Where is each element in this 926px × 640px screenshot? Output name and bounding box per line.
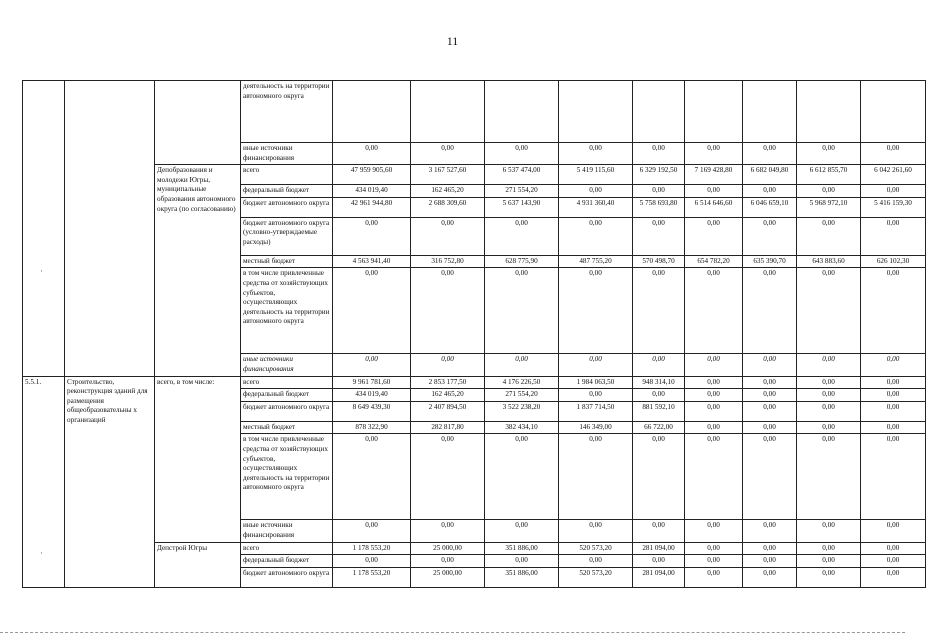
- amount-cell: 0,00: [685, 421, 743, 434]
- amount-cell: 487 755,20: [559, 255, 633, 268]
- amount-cell: 0,00: [633, 520, 685, 542]
- executor-cell: Депстрой Югры: [155, 542, 241, 587]
- financing-table: [22, 80, 926, 588]
- amount-cell: [633, 81, 685, 143]
- amount-cell: 0,00: [685, 354, 743, 376]
- amount-cell: [861, 81, 926, 143]
- funding-source-label: местный бюджет: [241, 255, 333, 268]
- amount-cell: 0,00: [861, 555, 926, 568]
- page-number: 11: [446, 34, 459, 48]
- amount-cell: 0,00: [633, 143, 685, 165]
- amount-cell: 0,00: [333, 143, 411, 165]
- amount-cell: [743, 81, 797, 143]
- amount-cell: 0,00: [797, 389, 861, 402]
- amount-cell: 0,00: [559, 434, 633, 520]
- amount-cell: 25 000,00: [411, 567, 485, 587]
- funding-source-label: всего: [241, 542, 333, 555]
- amount-cell: 0,00: [685, 401, 743, 421]
- amount-cell: 0,00: [485, 434, 559, 520]
- amount-cell: [559, 81, 633, 143]
- amount-cell: 654 782,20: [685, 255, 743, 268]
- amount-cell: 0,00: [559, 185, 633, 198]
- amount-cell: 0,00: [797, 376, 861, 389]
- section-number-cell: 5.5.1.: [23, 376, 65, 587]
- amount-cell: 282 817,80: [411, 421, 485, 434]
- funding-source-label: в том числе привлеченные средства от хозяйствующих субъектов, осуществляющих деятельность на территории автономного округа: [241, 434, 333, 520]
- amount-cell: 351 886,00: [485, 567, 559, 587]
- amount-cell: 281 094,00: [633, 542, 685, 555]
- amount-cell: 0,00: [743, 268, 797, 354]
- amount-cell: 0,00: [861, 520, 926, 542]
- amount-cell: 3 522 238,20: [485, 401, 559, 421]
- amount-cell: 0,00: [633, 434, 685, 520]
- amount-cell: 4 563 941,40: [333, 255, 411, 268]
- amount-cell: 0,00: [797, 268, 861, 354]
- amount-cell: 0,00: [485, 555, 559, 568]
- funding-source-label: в том числе привлеченные средства от хозяйствующих субъектов, осуществляющих деятельность на территории автономного округа: [241, 268, 333, 354]
- amount-cell: 0,00: [743, 143, 797, 165]
- funding-source-label: бюджет автономного округа: [241, 567, 333, 587]
- amount-cell: 520 573,20: [559, 542, 633, 555]
- amount-cell: 1 178 553,20: [333, 567, 411, 587]
- amount-cell: 5 419 115,60: [559, 165, 633, 185]
- section-title-cell: [65, 81, 155, 377]
- amount-cell: 0,00: [743, 567, 797, 587]
- amount-cell: 0,00: [797, 354, 861, 376]
- amount-cell: 0,00: [485, 520, 559, 542]
- amount-cell: 0,00: [861, 401, 926, 421]
- amount-cell: 0,00: [559, 268, 633, 354]
- amount-cell: 271 554,20: [485, 185, 559, 198]
- amount-cell: 0,00: [861, 376, 926, 389]
- amount-cell: 878 322,90: [333, 421, 411, 434]
- section-title-cell: Строительство, реконструкция зданий для размещения общеобразовательны х организаций: [65, 376, 155, 587]
- amount-cell: 0,00: [411, 143, 485, 165]
- amount-cell: 0,00: [797, 555, 861, 568]
- amount-cell: 0,00: [685, 555, 743, 568]
- amount-cell: 0,00: [743, 217, 797, 255]
- amount-cell: 0,00: [411, 354, 485, 376]
- amount-cell: 5 968 972,10: [797, 197, 861, 217]
- amount-cell: 0,00: [559, 143, 633, 165]
- amount-cell: 0,00: [861, 185, 926, 198]
- amount-cell: 0,00: [559, 520, 633, 542]
- amount-cell: 6 612 855,70: [797, 165, 861, 185]
- amount-cell: 0,00: [861, 421, 926, 434]
- amount-cell: 0,00: [633, 354, 685, 376]
- amount-cell: 3 167 527,60: [411, 165, 485, 185]
- funding-source-label: всего: [241, 165, 333, 185]
- amount-cell: 0,00: [333, 268, 411, 354]
- amount-cell: 6 514 646,60: [685, 197, 743, 217]
- amount-cell: 0,00: [797, 520, 861, 542]
- funding-source-label: деятельность на территории автономного округа: [241, 81, 333, 143]
- amount-cell: 434 019,40: [333, 389, 411, 402]
- amount-cell: 0,00: [797, 434, 861, 520]
- amount-cell: 382 434,10: [485, 421, 559, 434]
- amount-cell: 2 407 894,50: [411, 401, 485, 421]
- amount-cell: 0,00: [411, 555, 485, 568]
- amount-cell: 4 931 360,40: [559, 197, 633, 217]
- amount-cell: 0,00: [333, 354, 411, 376]
- amount-cell: 0,00: [685, 185, 743, 198]
- amount-cell: 0,00: [743, 434, 797, 520]
- amount-cell: 628 775,90: [485, 255, 559, 268]
- amount-cell: 0,00: [411, 268, 485, 354]
- amount-cell: 66 722,00: [633, 421, 685, 434]
- amount-cell: 0,00: [743, 376, 797, 389]
- amount-cell: 0,00: [743, 401, 797, 421]
- amount-cell: 4 176 226,50: [485, 376, 559, 389]
- amount-cell: 0,00: [685, 434, 743, 520]
- amount-cell: 0,00: [743, 555, 797, 568]
- amount-cell: 6 042 261,60: [861, 165, 926, 185]
- funding-source-label: бюджет автономного округа: [241, 197, 333, 217]
- amount-cell: 0,00: [633, 185, 685, 198]
- amount-cell: 1 178 553,20: [333, 542, 411, 555]
- amount-cell: 6 329 192,50: [633, 165, 685, 185]
- amount-cell: 0,00: [633, 389, 685, 402]
- executor-cell: всего, в том числе:: [155, 376, 241, 542]
- amount-cell: 0,00: [333, 217, 411, 255]
- funding-source-label: бюджет автономного округа: [241, 401, 333, 421]
- amount-cell: 0,00: [685, 389, 743, 402]
- amount-cell: 0,00: [633, 268, 685, 354]
- amount-cell: 5 637 143,90: [485, 197, 559, 217]
- amount-cell: 0,00: [333, 520, 411, 542]
- amount-cell: 0,00: [559, 217, 633, 255]
- amount-cell: 0,00: [743, 520, 797, 542]
- amount-cell: 0,00: [743, 185, 797, 198]
- table-row: [23, 376, 926, 389]
- amount-cell: 0,00: [333, 555, 411, 568]
- amount-cell: 643 883,60: [797, 255, 861, 268]
- funding-source-label: всего: [241, 376, 333, 389]
- amount-cell: 0,00: [797, 401, 861, 421]
- amount-cell: 0,00: [743, 389, 797, 402]
- amount-cell: 520 573,20: [559, 567, 633, 587]
- table-row: [23, 542, 926, 555]
- amount-cell: 0,00: [743, 421, 797, 434]
- amount-cell: 0,00: [485, 354, 559, 376]
- amount-cell: 316 752,80: [411, 255, 485, 268]
- amount-cell: 162 465,20: [411, 185, 485, 198]
- amount-cell: 0,00: [685, 268, 743, 354]
- amount-cell: 271 554,20: [485, 389, 559, 402]
- amount-cell: [333, 81, 411, 143]
- amount-cell: 351 886,00: [485, 542, 559, 555]
- amount-cell: 0,00: [685, 520, 743, 542]
- amount-cell: 281 094,00: [633, 567, 685, 587]
- funding-source-label: бюджет автономного округа (условно-утверждаемые расходы): [241, 217, 333, 255]
- amount-cell: 570 498,70: [633, 255, 685, 268]
- amount-cell: 626 102,30: [861, 255, 926, 268]
- table-row: [23, 81, 926, 143]
- amount-cell: 881 592,10: [633, 401, 685, 421]
- amount-cell: 0,00: [559, 555, 633, 568]
- amount-cell: 0,00: [411, 434, 485, 520]
- amount-cell: 2 688 309,60: [411, 197, 485, 217]
- funding-source-label: федеральный бюджет: [241, 389, 333, 402]
- section-number-cell: [23, 81, 65, 377]
- amount-cell: 0,00: [861, 217, 926, 255]
- amount-cell: 0,00: [685, 542, 743, 555]
- amount-cell: 0,00: [743, 542, 797, 555]
- amount-cell: 0,00: [333, 434, 411, 520]
- amount-cell: 42 961 944,80: [333, 197, 411, 217]
- scan-mark: ·: [40, 548, 43, 558]
- amount-cell: [797, 81, 861, 143]
- funding-source-label: иные источники финансирования: [241, 143, 333, 165]
- scan-mark: ·: [40, 266, 43, 276]
- amount-cell: [685, 81, 743, 143]
- amount-cell: 0,00: [633, 217, 685, 255]
- amount-cell: 0,00: [797, 217, 861, 255]
- amount-cell: 7 169 428,80: [685, 165, 743, 185]
- amount-cell: 0,00: [685, 217, 743, 255]
- amount-cell: 0,00: [559, 389, 633, 402]
- amount-cell: 0,00: [797, 185, 861, 198]
- executor-cell: [155, 81, 241, 165]
- amount-cell: 1 984 063,50: [559, 376, 633, 389]
- amount-cell: 0,00: [685, 567, 743, 587]
- amount-cell: 2 853 177,50: [411, 376, 485, 389]
- amount-cell: 1 837 714,50: [559, 401, 633, 421]
- amount-cell: 0,00: [861, 389, 926, 402]
- amount-cell: 0,00: [861, 354, 926, 376]
- amount-cell: 47 959 905,60: [333, 165, 411, 185]
- amount-cell: 0,00: [861, 542, 926, 555]
- amount-cell: 0,00: [633, 555, 685, 568]
- amount-cell: 6 046 659,10: [743, 197, 797, 217]
- amount-cell: 0,00: [411, 520, 485, 542]
- amount-cell: 0,00: [685, 143, 743, 165]
- amount-cell: 6 537 474,00: [485, 165, 559, 185]
- funding-source-label: иные источники финансирования: [241, 354, 333, 376]
- amount-cell: 0,00: [861, 567, 926, 587]
- amount-cell: 635 390,70: [743, 255, 797, 268]
- amount-cell: 0,00: [797, 143, 861, 165]
- amount-cell: 0,00: [861, 268, 926, 354]
- amount-cell: 0,00: [485, 143, 559, 165]
- amount-cell: 9 961 781,60: [333, 376, 411, 389]
- amount-cell: 0,00: [861, 143, 926, 165]
- amount-cell: 8 649 439,30: [333, 401, 411, 421]
- table-row: [23, 165, 926, 185]
- funding-source-label: местный бюджет: [241, 421, 333, 434]
- funding-source-label: федеральный бюджет: [241, 555, 333, 568]
- amount-cell: 146 349,00: [559, 421, 633, 434]
- amount-cell: 0,00: [797, 542, 861, 555]
- amount-cell: 0,00: [485, 217, 559, 255]
- amount-cell: 0,00: [797, 567, 861, 587]
- amount-cell: [411, 81, 485, 143]
- amount-cell: 434 019,40: [333, 185, 411, 198]
- amount-cell: 0,00: [861, 434, 926, 520]
- amount-cell: 0,00: [485, 268, 559, 354]
- amount-cell: 0,00: [797, 421, 861, 434]
- amount-cell: 5 416 159,30: [861, 197, 926, 217]
- funding-source-label: иные источники финансирования: [241, 520, 333, 542]
- amount-cell: 948 314,10: [633, 376, 685, 389]
- amount-cell: 6 682 049,80: [743, 165, 797, 185]
- amount-cell: 25 000,00: [411, 542, 485, 555]
- amount-cell: 0,00: [411, 217, 485, 255]
- amount-cell: [485, 81, 559, 143]
- executor-cell: Депобразования и молодежи Югры, муниципальные образования автономного округа (по согласованию): [155, 165, 241, 376]
- amount-cell: 0,00: [685, 376, 743, 389]
- scan-edge: [0, 632, 905, 636]
- funding-source-label: федеральный бюджет: [241, 185, 333, 198]
- amount-cell: 162 465,20: [411, 389, 485, 402]
- amount-cell: 0,00: [559, 354, 633, 376]
- amount-cell: 0,00: [743, 354, 797, 376]
- amount-cell: 5 758 693,80: [633, 197, 685, 217]
